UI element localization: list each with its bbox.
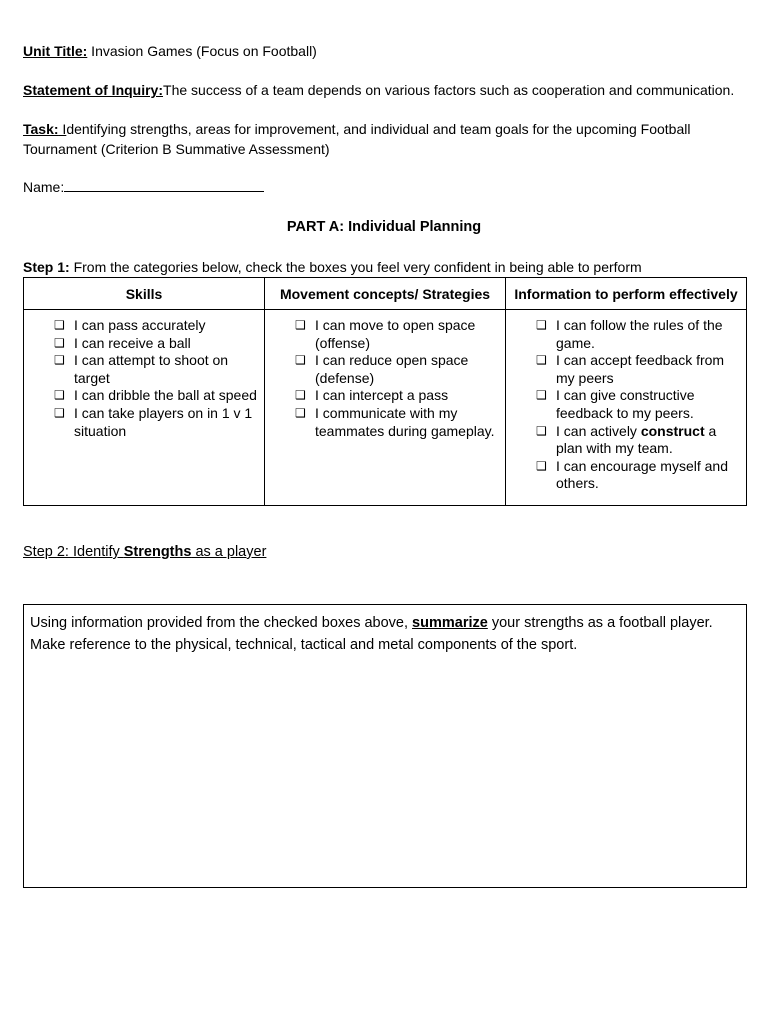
name-blank-line[interactable] bbox=[64, 178, 264, 192]
header-information: Information to perform effectively bbox=[506, 278, 747, 310]
inquiry-label: Statement of Inquiry: bbox=[23, 82, 164, 98]
task-line-1 bbox=[23, 119, 690, 139]
step-1 bbox=[23, 257, 642, 277]
list-item[interactable]: ❑ I can actively construct a plan with my team. bbox=[536, 422, 717, 457]
checkbox-icon[interactable]: ❑ bbox=[536, 318, 547, 332]
list-item[interactable]: ❑ I communicate with my teammates during gameplay. bbox=[295, 404, 495, 439]
summarize-word: summarize bbox=[412, 615, 488, 631]
step1-label: Step 1: bbox=[23, 259, 70, 275]
unit-title-value: Invasion Games (Focus on Football) bbox=[87, 43, 317, 59]
strengths-summary-box[interactable] bbox=[23, 604, 747, 888]
checkbox-icon[interactable]: ❑ bbox=[536, 458, 547, 473]
checkbox-icon[interactable]: ❑ bbox=[536, 353, 547, 368]
information-cell bbox=[506, 310, 747, 506]
header-skills: Skills bbox=[24, 278, 265, 310]
checkbox-icon[interactable]: ❑ bbox=[54, 405, 65, 420]
name-field[interactable] bbox=[23, 177, 264, 197]
list-item[interactable]: ❑ I can encourage myself and others. bbox=[536, 457, 728, 492]
list-item[interactable]: ❑ I can take players on in 1 v 1 situation bbox=[54, 404, 253, 439]
list-item[interactable]: ❑ I can pass accurately bbox=[54, 317, 206, 333]
task-text: dentifying strengths, areas for improvement, and individual and team goals for the upcoming Football bbox=[66, 121, 691, 137]
step1-text: From the categories below, check the boxes you feel very confident in being able to perform bbox=[69, 259, 642, 275]
checkbox-icon[interactable]: ❑ bbox=[536, 388, 547, 403]
table-header-row bbox=[24, 278, 747, 310]
name-label: Name: bbox=[23, 179, 65, 195]
unit-title-label: Unit Title: bbox=[23, 43, 88, 59]
skills-cell bbox=[24, 310, 265, 506]
movement-checklist bbox=[265, 317, 505, 440]
task-label: Task: bbox=[23, 121, 59, 137]
checkbox-icon[interactable]: ❑ bbox=[54, 335, 65, 350]
list-item[interactable]: ❑ I can intercept a pass bbox=[295, 387, 449, 404]
list-item[interactable]: ❑ I can accept feedback from my peers bbox=[536, 352, 725, 386]
checkbox-icon[interactable]: ❑ bbox=[54, 388, 65, 403]
unit-title bbox=[23, 41, 317, 61]
movement-cell bbox=[265, 310, 506, 506]
checkbox-icon[interactable]: ❑ bbox=[295, 318, 306, 332]
checkbox-icon[interactable]: ❑ bbox=[536, 423, 547, 438]
checkbox-icon[interactable]: ❑ bbox=[54, 353, 65, 368]
checkbox-icon[interactable]: ❑ bbox=[295, 353, 306, 368]
skills-checklist bbox=[24, 317, 264, 440]
part-a-title: PART A: Individual Planning bbox=[286, 219, 482, 235]
task-first-letter: I bbox=[58, 121, 67, 137]
step-2-heading: Step 2: Identify Strengths as a player bbox=[23, 544, 267, 560]
list-item[interactable]: ❑ I can move to open space (offense) bbox=[295, 317, 476, 351]
header-movement-concepts: Movement concepts/ Strategies bbox=[265, 278, 506, 310]
checkbox-icon[interactable]: ❑ bbox=[295, 405, 306, 420]
list-item[interactable]: ❑ I can give constructive feedback to my peers. bbox=[536, 387, 695, 421]
list-item[interactable]: ❑ I can reduce open space (defense) bbox=[295, 352, 469, 386]
list-item[interactable]: ❑ I can follow the rules of the game. bbox=[536, 317, 723, 351]
list-item[interactable]: ❑ I can attempt to shoot on target bbox=[54, 352, 229, 386]
checkbox-icon[interactable]: ❑ bbox=[295, 388, 306, 403]
summary-instructions: Using information provided from the checked boxes above, summarize your strengths as a football player. Make reference to the physical, technical, tactical and metal components of the sport. bbox=[30, 615, 713, 653]
list-item[interactable]: ❑ I can dribble the ball at speed bbox=[54, 387, 257, 404]
information-checklist bbox=[506, 317, 746, 493]
strengths-word: Strengths bbox=[123, 544, 192, 560]
confidence-table bbox=[23, 277, 747, 506]
inquiry-text: The success of a team depends on various factors such as cooperation and communication. bbox=[163, 82, 735, 98]
task-line-2: Tournament (Criterion B Summative Assessment) bbox=[23, 141, 330, 157]
list-item[interactable]: ❑ I can receive a ball bbox=[54, 334, 191, 351]
statement-of-inquiry bbox=[23, 80, 734, 100]
table-body-row bbox=[24, 310, 747, 506]
checkbox-icon[interactable]: ❑ bbox=[54, 318, 65, 332]
